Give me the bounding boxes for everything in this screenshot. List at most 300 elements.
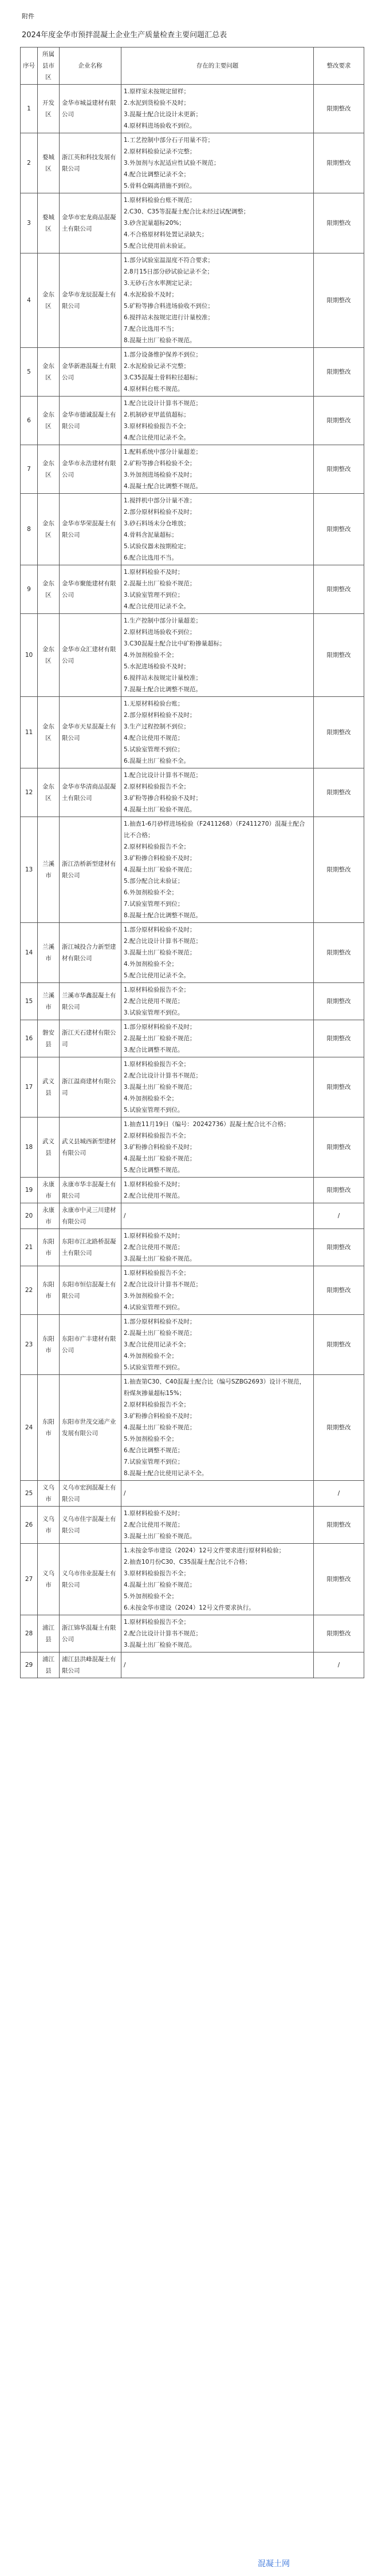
row-number: 11 [21, 697, 38, 768]
row-company: 浙江英和科技发展有限公司 [60, 133, 121, 193]
row-issues [121, 494, 314, 565]
header-company: 企业名称 [60, 47, 121, 85]
issue-item: 3.原材料检验报告不全； [124, 423, 190, 430]
issue-item: 6.配合比选用不当。 [124, 554, 178, 561]
table-row [21, 1375, 364, 1481]
row-issues [121, 1020, 314, 1057]
table-header-row [21, 47, 364, 85]
table-row [21, 1481, 364, 1507]
row-company: 浙江天石建材有限公司 [60, 1020, 121, 1057]
row-issues [121, 1615, 314, 1652]
row-company: 金华市永浩建材有限公司 [60, 445, 121, 494]
issue-item: 2.水泥到货检验不及时； [124, 100, 190, 106]
issue-item: 1.搅拌机中部分计量不准； [124, 497, 196, 504]
row-deadline: 限期整改 [314, 348, 364, 397]
issue-item: 7.试验室管理不到位； [124, 901, 184, 907]
issue-item: / [124, 1662, 126, 1669]
row-company: 义乌市佳宇混凝土有限公司 [60, 1507, 121, 1544]
issue-item: 4.不合格原材料处置记录缺失； [124, 231, 208, 238]
row-area: 金东区 [38, 445, 60, 494]
issue-item: 3.砂石料场未分仓堆放； [124, 520, 190, 527]
issue-item: 1.原材料检验报告不全； [124, 1619, 190, 1626]
row-issues [121, 1057, 314, 1117]
issue-item: 1.配合比设计计算书不规范； [124, 772, 202, 779]
row-deadline: 限期整改 [314, 697, 364, 768]
row-area: 磐安县 [38, 1020, 60, 1057]
issue-item: 4.外加剂检验不全； [124, 961, 178, 968]
row-issues [121, 1229, 314, 1266]
row-deadline: 限期整改 [314, 445, 364, 494]
row-company: 武义县城西新型建材有限公司 [60, 1117, 121, 1178]
row-issues [121, 397, 314, 445]
table-row [21, 1544, 364, 1615]
row-deadline: 限期整改 [314, 817, 364, 923]
issue-item: 5.试验室管理不到位。 [124, 1107, 184, 1113]
issue-item: 2.原材料检验报告不全； [124, 843, 190, 850]
issue-item: 1.原材料检验台账不规范； [124, 197, 196, 204]
issue-item: 1.原样室未按规定留样； [124, 88, 190, 95]
issue-item: 4.配合比使用记录不全。 [124, 603, 190, 610]
row-number: 3 [21, 193, 38, 253]
table-row [21, 1178, 364, 1203]
issue-item: 1.抽查11月19日（编号：20242736）混凝土配合比不合格； [124, 1121, 290, 1128]
issue-item: 1.抽查第C30、C40混凝土配合比（编号SZBG2693）设计不规范，粉煤灰掺量超标15%； [124, 1378, 306, 1397]
issue-item: 3.混凝土出厂检验不规范； [124, 949, 196, 956]
issue-item: 2.水泥检验记录不完整； [124, 363, 190, 370]
row-issues [121, 614, 314, 697]
row-company: 浙江温商建材有限公司 [60, 1057, 121, 1117]
row-number: 22 [21, 1266, 38, 1315]
issue-item: 1.无原材料检验台账； [124, 700, 184, 707]
row-company: 金华市华荣混凝土有限公司 [60, 494, 121, 565]
issue-item: 3.外加剂与水泥适应性试验不规范； [124, 160, 220, 167]
issue-item: 1.原材料检验报告不全； [124, 1061, 190, 1068]
row-number: 23 [21, 1315, 38, 1375]
issue-item: 4.原材料进场验收不到位。 [124, 122, 196, 129]
table-row [21, 565, 364, 614]
row-company: 浙江锦华混凝土有限公司 [60, 1615, 121, 1652]
row-company: 金华市德诚混凝土有限公司 [60, 397, 121, 445]
issue-item: 3.矿粉掺合料检验不及时； [124, 1413, 196, 1420]
row-company: 金华市天星混凝土有限公司 [60, 697, 121, 768]
header-issues: 存在的主要问题 [121, 47, 314, 85]
issue-item: 2.配合比使用不规范； [124, 998, 184, 1005]
issue-item: 3.外加剂检验不全； [124, 1293, 178, 1299]
table-row [21, 1057, 364, 1117]
issue-item: 2.配合比设计计算书不规范； [124, 1630, 202, 1637]
row-number: 29 [21, 1652, 38, 1678]
row-company: 金华市龙辰混凝土有限公司 [60, 253, 121, 348]
row-number: 4 [21, 253, 38, 348]
issue-item: 4.混凝土出厂检验不规范； [124, 1424, 196, 1431]
issue-item: 4.配合比使用不规范； [124, 735, 184, 742]
issue-item: / [124, 1490, 126, 1497]
row-area: 金东区 [38, 614, 60, 697]
issue-item: 7.配合比选用不当； [124, 326, 178, 332]
issue-item: 4.混凝土出厂检验不规范； [124, 866, 196, 873]
row-deadline: 限期整改 [314, 193, 364, 253]
issue-item: 2.配合比使用不规范。 [124, 1192, 184, 1199]
row-area: 开发区 [38, 85, 60, 133]
row-company: 义乌市宏润混凝土有限公司 [60, 1481, 121, 1507]
row-number: 17 [21, 1057, 38, 1117]
table-row [21, 1229, 364, 1266]
issue-item: 4.原材料台账不规范。 [124, 386, 184, 393]
row-issues [121, 1481, 314, 1507]
row-deadline: 限期整改 [314, 1020, 364, 1057]
issue-item: 4.混凝土出厂检验不规范； [124, 1155, 196, 1162]
row-issues [121, 1375, 314, 1481]
issue-item: 1.工艺控制中部分石子用量不符； [124, 137, 214, 144]
issue-item: 2.配合比设计计算书不规范； [124, 1072, 202, 1079]
row-company: 金华市华清商品混凝土有限公司 [60, 768, 121, 817]
row-deadline: 限期整改 [314, 1544, 364, 1615]
row-area: 东阳市 [38, 1229, 60, 1266]
issue-item: / [124, 1212, 126, 1219]
row-company: 兰溪市华鑫混凝土有限公司 [60, 983, 121, 1020]
row-area: 金东区 [38, 253, 60, 348]
issue-item: 3.配合比使用记录不全； [124, 1341, 190, 1348]
row-issues [121, 1544, 314, 1615]
issue-item: 4.试验室管理不到位。 [124, 1304, 184, 1311]
row-deadline: 限期整改 [314, 494, 364, 565]
table-row [21, 923, 364, 983]
table-row [21, 1266, 364, 1315]
issue-item: 4.混凝土出厂检验不规范。 [124, 806, 196, 813]
row-issues [121, 133, 314, 193]
row-deadline: 限期整改 [314, 1507, 364, 1544]
row-deadline: 限期整改 [314, 1229, 364, 1266]
row-area: 武义县 [38, 1057, 60, 1117]
row-area: 义乌市 [38, 1481, 60, 1507]
row-company: 金华市城益建材有限公司 [60, 85, 121, 133]
row-number: 15 [21, 983, 38, 1020]
issue-item: 4.外加剂检验不全； [124, 652, 178, 659]
row-number: 7 [21, 445, 38, 494]
row-deadline: 限期整改 [314, 253, 364, 348]
issue-item: 2.原材料检验记录不完整； [124, 148, 196, 155]
row-company: 金华市聚能建材有限公司 [60, 565, 121, 614]
row-issues [121, 1315, 314, 1375]
issue-item: 2.部分原材料检验不及时； [124, 509, 196, 516]
issue-item: 4.混凝土配合比调整不规范。 [124, 483, 202, 490]
issue-item: 1.配料系统中部分计量超差； [124, 449, 202, 455]
table-row [21, 817, 364, 923]
row-deadline: 限期整改 [314, 1117, 364, 1178]
row-number: 1 [21, 85, 38, 133]
issue-item: 3.配合比调整不规范。 [124, 1047, 184, 1053]
issue-item: 8.混凝土出厂检验不规范。 [124, 337, 196, 344]
issue-item: 1.部分原材料检验不及时； [124, 926, 196, 933]
row-issues [121, 445, 314, 494]
table-row [21, 253, 364, 348]
row-area: 婺城区 [38, 133, 60, 193]
issue-item: 3.混凝土配合比设计未更新； [124, 111, 202, 118]
row-issues [121, 1266, 314, 1315]
issue-item: 4.配合比使用记录不全。 [124, 434, 190, 441]
row-number: 8 [21, 494, 38, 565]
row-company: 永康市中灵三川建材有限公司 [60, 1203, 121, 1229]
row-deadline: 限期整改 [314, 1266, 364, 1315]
table-row [21, 1117, 364, 1178]
row-number: 27 [21, 1544, 38, 1615]
issue-item: 2.混凝土出厂检验不规范； [124, 1035, 196, 1042]
row-area: 浦江县 [38, 1615, 60, 1652]
annex-label: 附件 [22, 13, 34, 20]
issue-item: 3.砂含泥量超标20%； [124, 220, 185, 227]
row-deadline: 限期整改 [314, 1375, 364, 1481]
row-issues [121, 1203, 314, 1229]
row-deadline: 限期整改 [314, 1615, 364, 1652]
issue-item: 6.搅拌站未按规定进行计量校准； [124, 314, 214, 321]
issue-item: 2.原材料检验报告不全； [124, 783, 190, 790]
issue-item: 2.混凝土出厂检验不规范； [124, 580, 196, 587]
header-deadline: 整改要求 [314, 47, 364, 85]
issue-item: 5.水泥进场检验不及时； [124, 663, 190, 670]
row-issues [121, 1507, 314, 1544]
row-company: 金华市宏龙商品混凝土有限公司 [60, 193, 121, 253]
row-area: 金东区 [38, 697, 60, 768]
header-no: 序号 [21, 47, 38, 85]
issue-item: 5.外加剂检验不全； [124, 1436, 178, 1442]
issue-item: 4.配合比调整记录不全； [124, 171, 190, 178]
page-title: 2024年度金华市预拌混凝土企业生产质量检查主要问题汇总表 [22, 31, 227, 39]
row-number: 16 [21, 1020, 38, 1057]
row-deadline: 限期整改 [314, 768, 364, 817]
row-deadline: / [314, 1652, 364, 1678]
row-issues [121, 697, 314, 768]
issue-item: 1.部分原材料检验不及时； [124, 1024, 196, 1031]
row-company: 金华市众汇建材有限公司 [60, 614, 121, 697]
issue-item: 6.搅拌站未按规定计量校准； [124, 675, 202, 681]
row-area: 金东区 [38, 768, 60, 817]
issue-item: 5.配合比使用记录不全。 [124, 972, 190, 979]
footer-watermark: 混凝土网 [258, 2559, 290, 2569]
issue-item: 7.试验室管理不到位； [124, 1459, 184, 1465]
row-issues [121, 768, 314, 817]
issue-item: 5.骨料仓隔离措施不到位。 [124, 183, 196, 189]
row-area: 兰溪市 [38, 817, 60, 923]
row-issues [121, 1178, 314, 1203]
row-number: 2 [21, 133, 38, 193]
issue-item: 1.原材料检验不及时； [124, 1510, 184, 1517]
issue-item: 2.抽查10月份C30、C35混凝土配合比不合格； [124, 1559, 251, 1566]
row-company: 东阳市广丰建材有限公司 [60, 1315, 121, 1375]
table-row [21, 1203, 364, 1229]
row-area: 兰溪市 [38, 983, 60, 1020]
row-deadline: 限期整改 [314, 85, 364, 133]
issue-item: 6.配合比调整不规范； [124, 1447, 184, 1454]
row-issues [121, 565, 314, 614]
row-deadline: 限期整改 [314, 614, 364, 697]
row-issues [121, 1117, 314, 1178]
row-number: 6 [21, 397, 38, 445]
table-row [21, 397, 364, 445]
row-area: 婺城区 [38, 193, 60, 253]
row-issues [121, 983, 314, 1020]
table-row [21, 768, 364, 817]
issue-item: 6.外加剂检验不全； [124, 889, 178, 896]
row-deadline: 限期整改 [314, 565, 364, 614]
row-number: 14 [21, 923, 38, 983]
issue-item: 4.外加剂检验不全； [124, 1353, 178, 1360]
issue-item: 1.部分原材料检验不及时； [124, 1318, 196, 1325]
row-number: 26 [21, 1507, 38, 1544]
row-issues [121, 253, 314, 348]
issue-item: 2.8月15日部分砂试验记录不全； [124, 268, 214, 275]
issue-item: 3.外加剂进场检验不及时； [124, 471, 196, 478]
issue-item: 1.未按金华市建设（2024）12号文件要求进行原材料检验； [124, 1547, 285, 1554]
issue-item: 4.骨料含泥量超标； [124, 532, 178, 538]
issue-item: 3.生产过程控制不到位； [124, 723, 190, 730]
issue-item: 3.混凝土出厂检验不规范。 [124, 1533, 196, 1540]
issue-item: 2.配合比使用不规范； [124, 1244, 184, 1251]
issue-item: 3.无砂石含水率测定记录； [124, 280, 196, 287]
row-company: 东阳市江北路桥混凝土有限公司 [60, 1229, 121, 1266]
issue-item: 3.C30混凝土配合比中矿粉掺量超标； [124, 640, 226, 647]
issue-item: 1.原材料检验不及时； [124, 1181, 184, 1188]
issue-item: 5.外加剂检验不全； [124, 1593, 178, 1600]
issue-item: 3.试验室管理不到位。 [124, 1009, 184, 1016]
issue-item: 3.C35混凝土骨料粒径超标； [124, 374, 202, 381]
row-issues [121, 817, 314, 923]
issue-item: 3.混凝土出厂检验不规范。 [124, 1255, 196, 1262]
row-company: 东阳市恒信混凝土有限公司 [60, 1266, 121, 1315]
row-number: 5 [21, 348, 38, 397]
row-number: 28 [21, 1615, 38, 1652]
table-row [21, 445, 364, 494]
row-company: 义乌市伟业混凝土有限公司 [60, 1544, 121, 1615]
issue-item: 4.水泥检验不及时； [124, 291, 178, 298]
issue-item: 5.配合比使用前未验证。 [124, 243, 190, 249]
row-deadline: / [314, 1203, 364, 1229]
issue-item: 3.原材料检验报告不全； [124, 1570, 190, 1577]
row-number: 18 [21, 1117, 38, 1178]
issue-item: 5.试验室管理不到位； [124, 746, 184, 753]
issue-item: 1.部分设备维护保养不到位； [124, 351, 202, 358]
row-company: 金华新港混凝土有限公司 [60, 348, 121, 397]
issue-item: 2.混凝土出厂检验不规范； [124, 1330, 196, 1337]
row-area: 武义县 [38, 1117, 60, 1178]
issue-item: 5.矿粉等掺合料进场验收不到位； [124, 303, 214, 310]
row-deadline: 限期整改 [314, 1178, 364, 1203]
row-deadline: 限期整改 [314, 397, 364, 445]
issue-item: 5.部分配合比未验证； [124, 878, 184, 885]
issue-item: 1.原材料检验报告不全； [124, 1270, 190, 1277]
table-row [21, 494, 364, 565]
issue-item: 2.C30、C35等混凝土配合比未经过试配调整； [124, 208, 250, 215]
row-area: 金东区 [38, 348, 60, 397]
row-deadline: 限期整改 [314, 133, 364, 193]
issue-item: 3.混凝土出厂检验不规范； [124, 1084, 196, 1091]
table-row [21, 983, 364, 1020]
issue-item: 1.原材料检验不及时； [124, 569, 184, 576]
issue-item: 6.未按金华市建设（2024）12号文件要求执行。 [124, 1604, 255, 1611]
row-area: 义乌市 [38, 1507, 60, 1544]
row-area: 东阳市 [38, 1315, 60, 1375]
table-row [21, 85, 364, 133]
row-company: 浙江城投合力新型建材有限公司 [60, 923, 121, 983]
issue-item: 2.配合比设计计算书不规范； [124, 1281, 202, 1288]
row-issues [121, 85, 314, 133]
table-row [21, 1315, 364, 1375]
row-number: 12 [21, 768, 38, 817]
table-row [21, 614, 364, 697]
row-number: 24 [21, 1375, 38, 1481]
row-number: 13 [21, 817, 38, 923]
row-number: 20 [21, 1203, 38, 1229]
table-row [21, 133, 364, 193]
issue-item: 2.机制砂亚甲蓝值超标； [124, 411, 190, 418]
table-row [21, 1615, 364, 1652]
issue-item: 5.试验室管理不到位。 [124, 1364, 184, 1371]
row-company: 东阳市世茂交通产业发展有限公司 [60, 1375, 121, 1481]
issue-item: 2.原材料检验报告不全； [124, 1401, 190, 1408]
row-company: 永康市华丰混凝土有限公司 [60, 1178, 121, 1203]
row-area: 浦江县 [38, 1652, 60, 1678]
row-area: 金东区 [38, 397, 60, 445]
row-number: 10 [21, 614, 38, 697]
issue-item: 1.原材料检验报告不全； [124, 986, 190, 993]
issue-item: 1.配合比设计计算书不规范； [124, 400, 202, 407]
issue-item: 2.矿粉等掺合料检验不全； [124, 460, 196, 467]
issue-item: 2.原材料进场验收不到位； [124, 629, 196, 636]
row-issues [121, 923, 314, 983]
row-deadline: 限期整改 [314, 1057, 364, 1117]
issue-item: 2.部分原材料检验不及时； [124, 712, 196, 719]
issue-item: 3.矿粉等掺合料检验不及时； [124, 795, 202, 802]
issue-item: 4.混凝土出厂检验不规范； [124, 1582, 196, 1588]
row-issues [121, 1652, 314, 1678]
summary-table [20, 47, 364, 1678]
issue-item: 3.试验室管理不到位； [124, 592, 184, 599]
row-number: 19 [21, 1178, 38, 1203]
table-row [21, 193, 364, 253]
issue-item: 1.生产控制中部分计量超差； [124, 617, 202, 624]
issue-item: 4.外加剂检验不全； [124, 1095, 178, 1102]
table-row [21, 697, 364, 768]
row-area: 兰溪市 [38, 923, 60, 983]
row-area: 金东区 [38, 494, 60, 565]
issue-item: 8.混凝土配合比使用记录不全。 [124, 1470, 208, 1477]
row-deadline: 限期整改 [314, 1315, 364, 1375]
issue-item: 8.混凝土配合比调整不规范。 [124, 912, 202, 919]
row-deadline: / [314, 1481, 364, 1507]
table-row [21, 1652, 364, 1678]
row-company: 浦江县洪峰混凝土有限公司 [60, 1652, 121, 1678]
issue-item: 1.原材料检验不及时； [124, 1232, 184, 1239]
row-area: 东阳市 [38, 1375, 60, 1481]
table-row [21, 1020, 364, 1057]
header-area: 所属县市区 [38, 47, 60, 85]
table-row [21, 348, 364, 397]
table-row [21, 1507, 364, 1544]
issue-item: 1.部分试验室温湿度不符合要求； [124, 257, 214, 264]
issue-item: 2.配合比设计计算书不规范； [124, 938, 202, 945]
issue-item: 2.配合比使用不规范； [124, 1521, 184, 1528]
issue-item: 5.试验仪器未按期检定； [124, 543, 190, 550]
issue-item: 2.原材料检验报告不全； [124, 1132, 190, 1139]
row-deadline: 限期整改 [314, 983, 364, 1020]
issue-item: 3.矿粉掺合料检验不及时； [124, 1144, 196, 1151]
row-deadline: 限期整改 [314, 923, 364, 983]
issue-item: 1.抽查1-6月砂样进场检验（F2411268）（F2411270）混凝土配合比不合格； [124, 821, 305, 839]
issue-item: 3.混凝土出厂检验不规范。 [124, 1642, 196, 1648]
row-area: 义乌市 [38, 1544, 60, 1615]
row-area: 永康市 [38, 1203, 60, 1229]
row-issues [121, 193, 314, 253]
table-body [21, 85, 364, 1678]
